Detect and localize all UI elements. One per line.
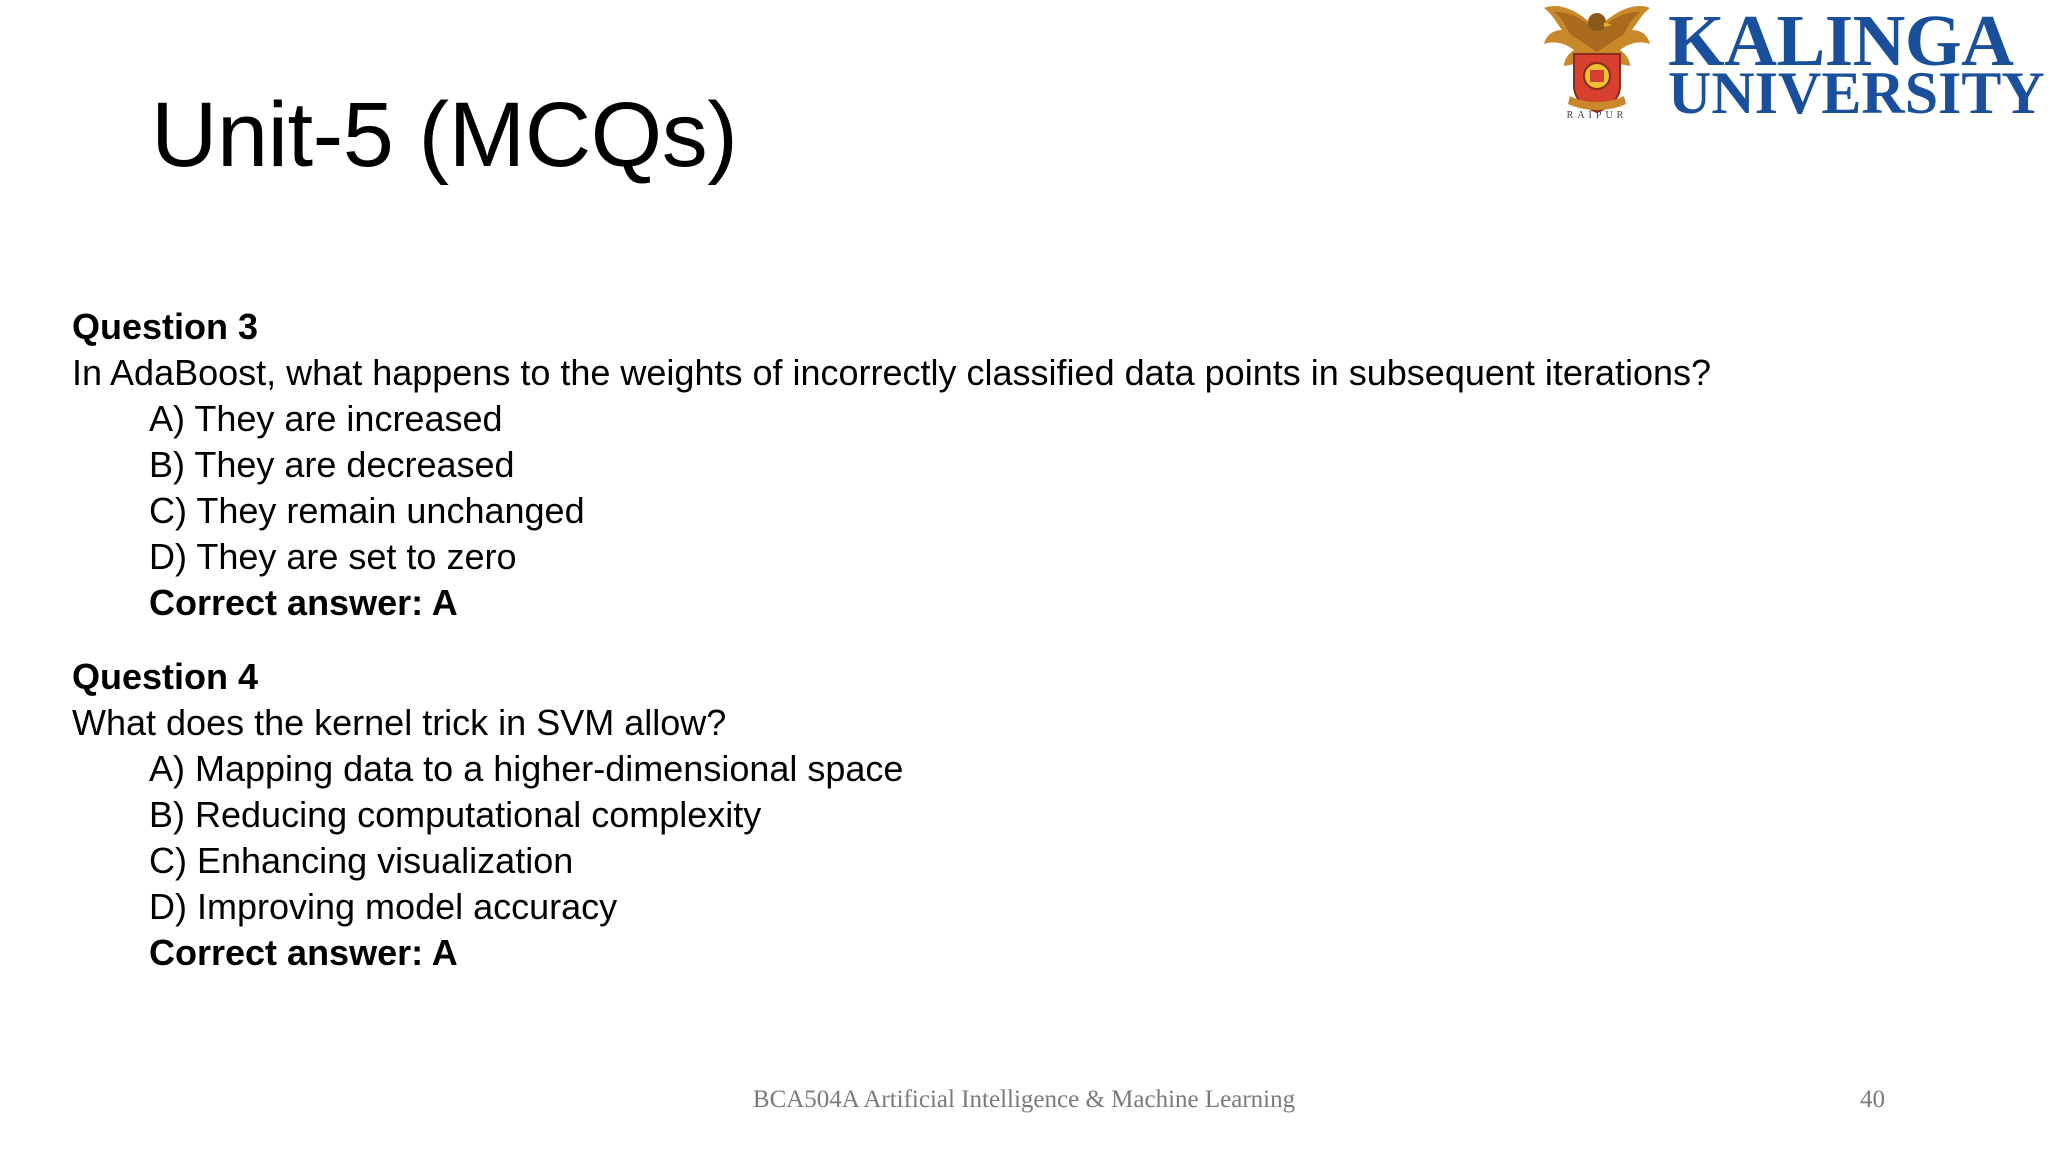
question-text: In AdaBoost, what happens to the weights of incorrectly classified data points in subsequent iterations? [72,352,1712,393]
question-block [72,654,1711,976]
question-text: What does the kernel trick in SVM allow? [72,702,727,743]
correct-answer: Correct answer: A [149,582,458,623]
question-heading: Question 4 [72,656,259,697]
questions-content [72,304,1711,976]
option-a: A) They are increased [149,398,503,439]
option-a: A) Mapping data to a higher-dimensional space [149,748,904,789]
question-heading: Question 3 [72,306,259,347]
option-d: D) They are set to zero [149,536,517,577]
question-block [72,304,1711,626]
correct-answer: Correct answer: A [149,932,458,973]
page-number: 40 [1860,1086,1885,1113]
logo-name-line1: KALINGA [1668,0,2014,81]
logo-location: RAIPUR [1566,110,1628,121]
eagle-crest-icon [1540,0,1655,128]
logo-name-line2: UNIVERSITY [1668,60,2045,126]
option-c: C) They remain unchanged [149,490,585,531]
option-d: D) Improving model accuracy [149,886,618,927]
footer-course-name: BCA504A Artificial Intelligence & Machine Learning [752,1086,1296,1113]
option-b: B) Reducing computational complexity [149,794,762,835]
slide-title: Unit-5 (MCQs) [151,84,738,186]
option-b: B) They are decreased [149,444,515,485]
option-c: C) Enhancing visualization [149,840,574,881]
university-logo [1540,0,2048,130]
